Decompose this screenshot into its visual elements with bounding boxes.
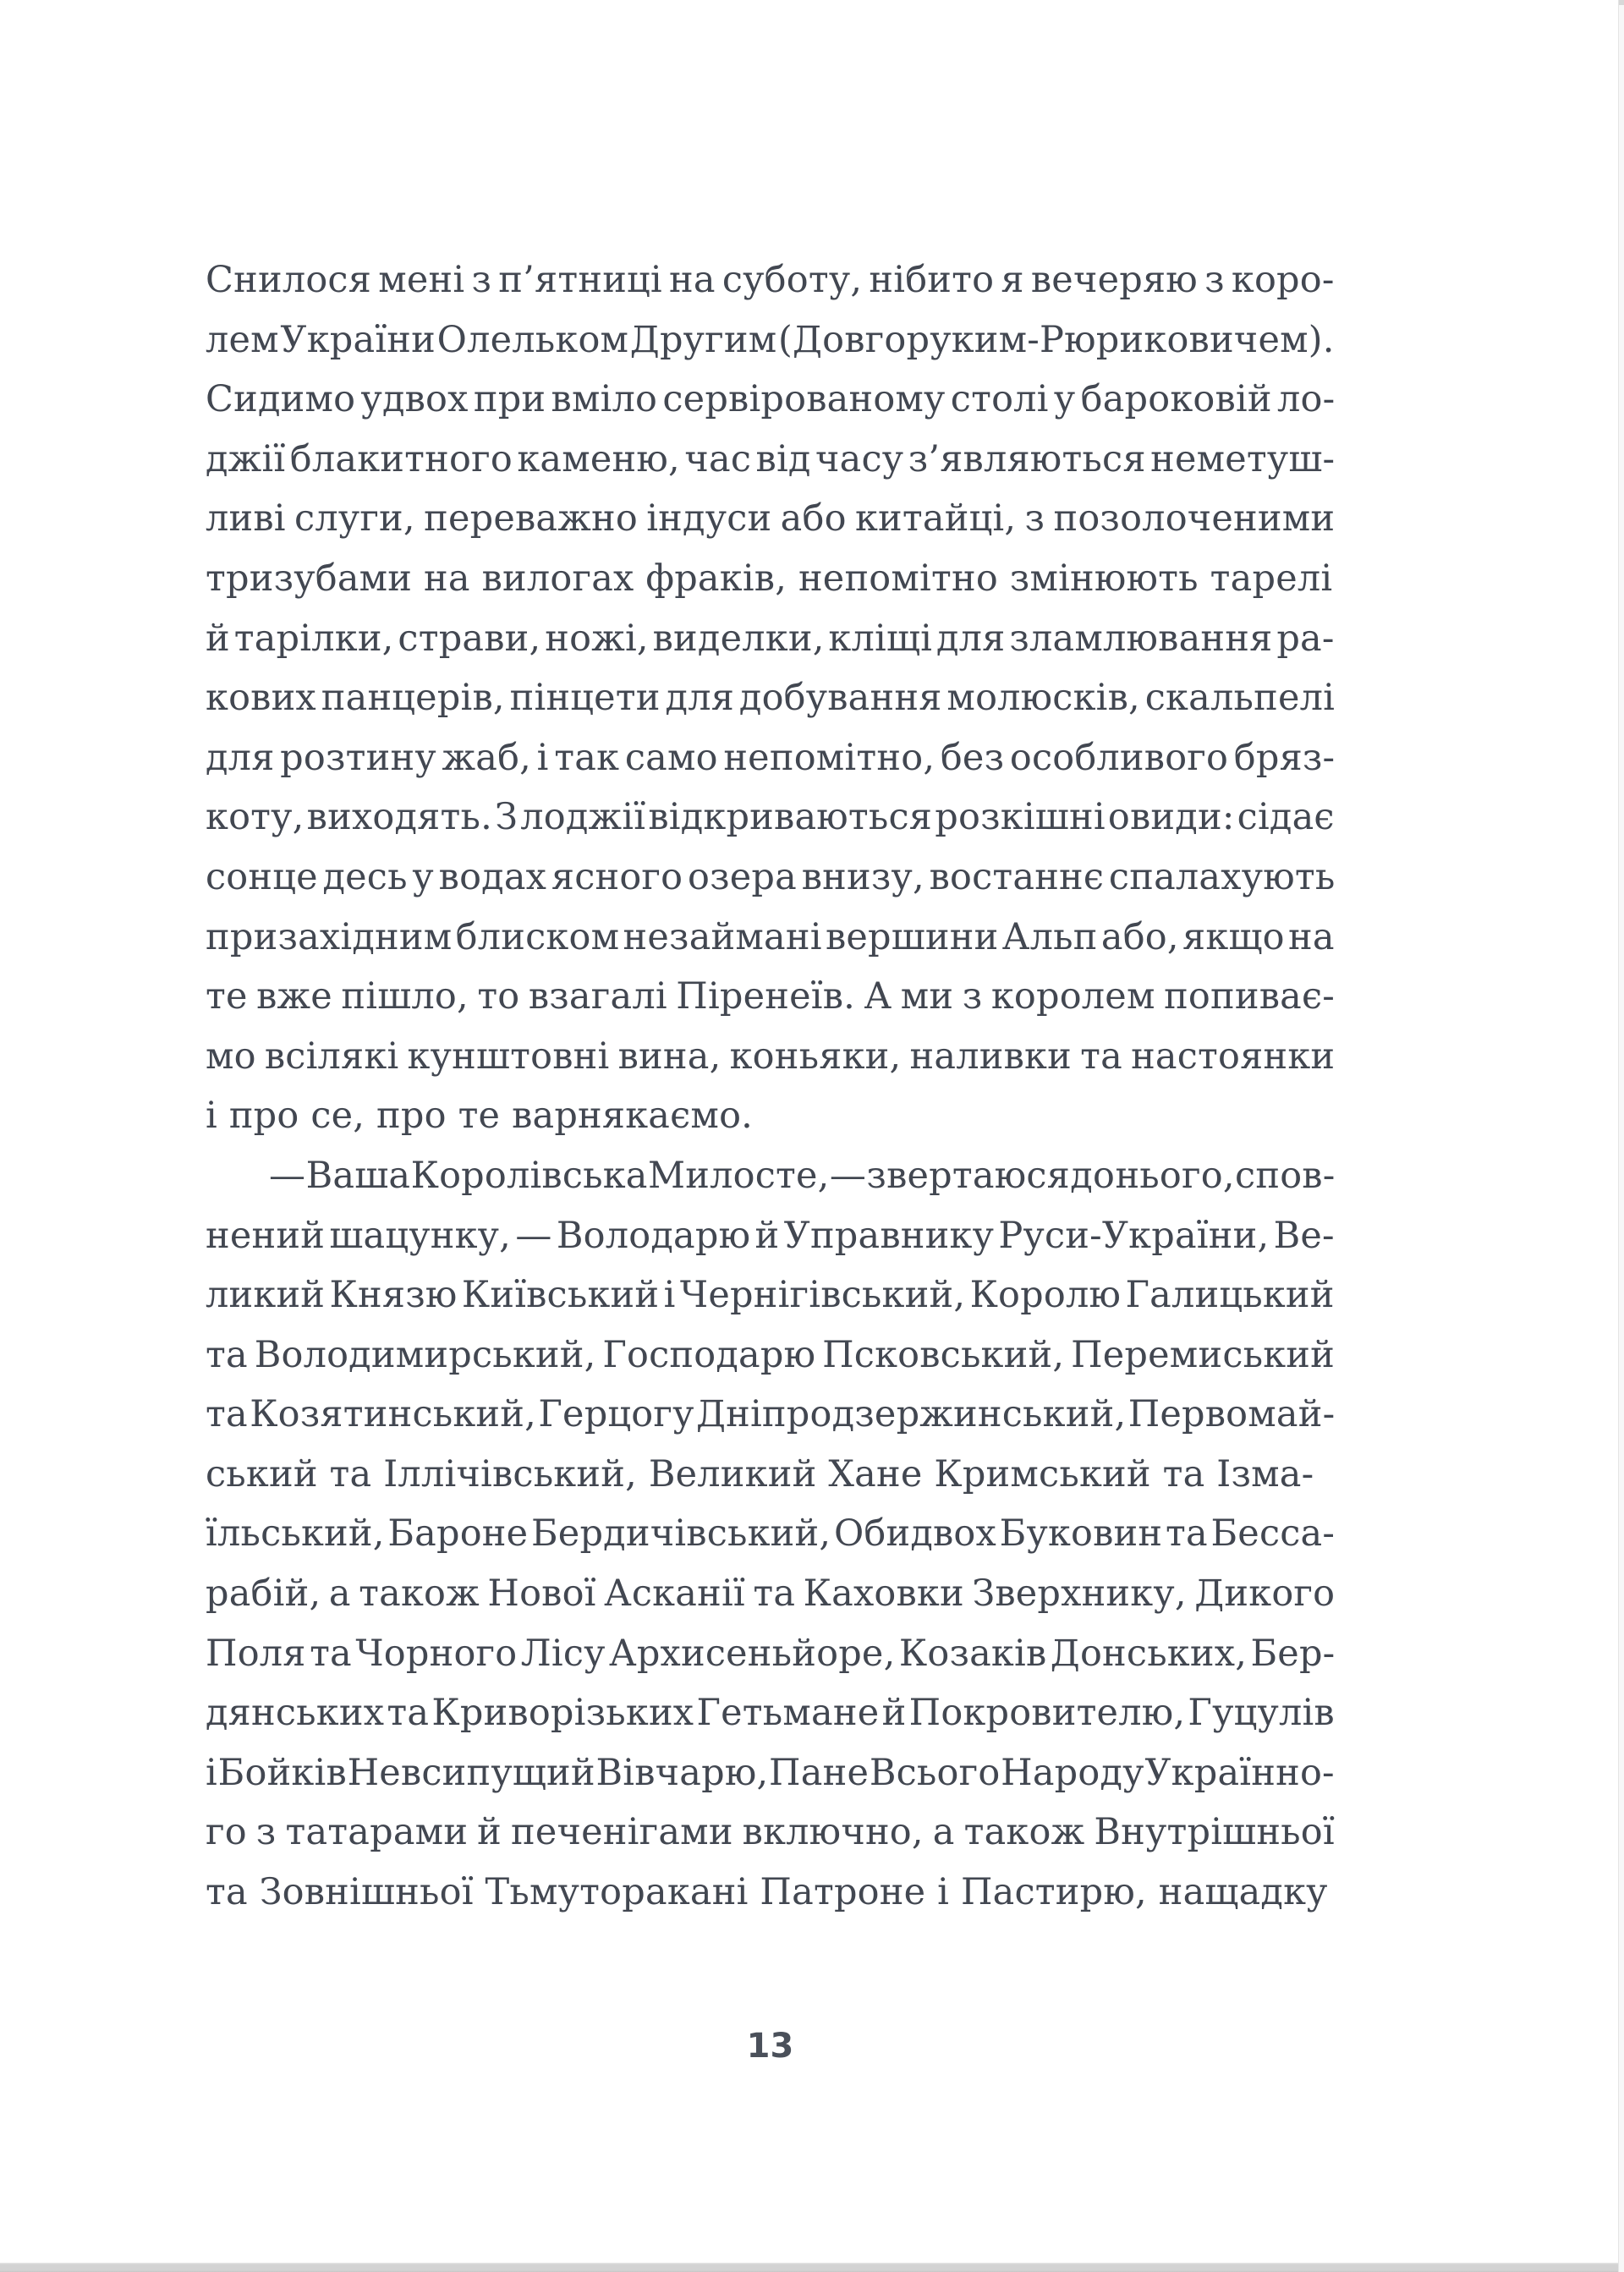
- page-number: 13: [746, 2027, 794, 2066]
- text-line: Снилося мені з п’ятниці на суботу, нібито я вечеряю з коро-: [206, 259, 1335, 301]
- text-line: сонце десь у водах ясного озера внизу, востаннє спалахують: [206, 855, 1336, 898]
- text-line: коту, виходять. З лоджії відкриваються розкішні овиди: сідає: [206, 796, 1335, 839]
- text-line: кових панцерів, пінцети для добування молюсків, скальпелі: [206, 677, 1336, 720]
- text-line: рабій, а також Нової Асканії та Каховки Зверхнику, Дикого: [206, 1572, 1336, 1616]
- text-line: призахідним блиском незаймані вершини Альп або, якщо на: [206, 915, 1335, 958]
- text-line: го з татарами й печенігами включно, а також Внутрішньої: [206, 1811, 1335, 1854]
- text-line: та Козятинський, Герцогу Дніпродзержинський, Первомай-: [206, 1393, 1336, 1436]
- text-line: ликий Князю Київський і Чернігівський, Королю Галицький: [206, 1274, 1335, 1317]
- text-line: і про се, про те варнякаємо.: [206, 1095, 754, 1138]
- text-line: тризубами на вилогах фраків, непомітно змінюють тарелі: [206, 557, 1333, 600]
- text-line: Поля та Чорного Лісу Архисеньйоре, Козаків Донських, Бер-: [206, 1632, 1336, 1675]
- bottom-bar: [0, 2263, 1624, 2272]
- text-line: та Зовнішньої Тьмуторакані Патроне і Пастирю, нащадку: [206, 1871, 1328, 1914]
- text-line: нений шацунку, — Володарю й Управнику Руси-України, Ве-: [206, 1214, 1335, 1257]
- text-line: ливі слуги, переважно індуси або китайці, з позолоченими: [206, 497, 1336, 541]
- text-line: те вже пішло, то взагалі Піренеїв. А ми з королем попиває-: [206, 975, 1335, 1018]
- vertical-scrollbar-track[interactable]: [1618, 0, 1624, 2272]
- text-line: їльський, Бароне Бердичівський, Обидвох Буковин та Бесса-: [206, 1512, 1336, 1556]
- text-line: й тарілки, страви, ножі, виделки, кліщі для зламлювання ра-: [206, 617, 1335, 660]
- text-line: джії блакитного каменю, час від часу з’являються неметуш-: [206, 437, 1336, 480]
- text-line: — Ваша Королівська Милосте, — звертаюся до нього, спов-: [269, 1154, 1336, 1197]
- text-line: Сидимо удвох при вміло сервірованому столі у бароковій ло-: [206, 378, 1336, 421]
- text-line: і Бойків Невсипущий Вівчарю, Пане Всього Народу Українно-: [206, 1751, 1335, 1794]
- vertical-scrollbar-thumb[interactable]: [1619, 0, 1624, 5]
- text-line: та Володимирський, Господарю Псковський, Перемиський: [206, 1333, 1335, 1376]
- text-line: лем України Олельком Другим (Довгоруким-Рюриковичем).: [206, 318, 1335, 361]
- text-line: мо всілякі кунштовні вина, коньяки, наливки та настоянки: [206, 1034, 1336, 1078]
- text-line: ський та Іллічівський, Великий Хане Кримський та Ізма-: [206, 1452, 1314, 1495]
- text-block: [206, 250, 1335, 1923]
- text-line: для розтину жаб, і так само непомітно, без особливого бряз-: [206, 736, 1336, 779]
- text-line: дянських та Криворізьких Гетьмане й Покровителю, Гуцулів: [206, 1692, 1335, 1735]
